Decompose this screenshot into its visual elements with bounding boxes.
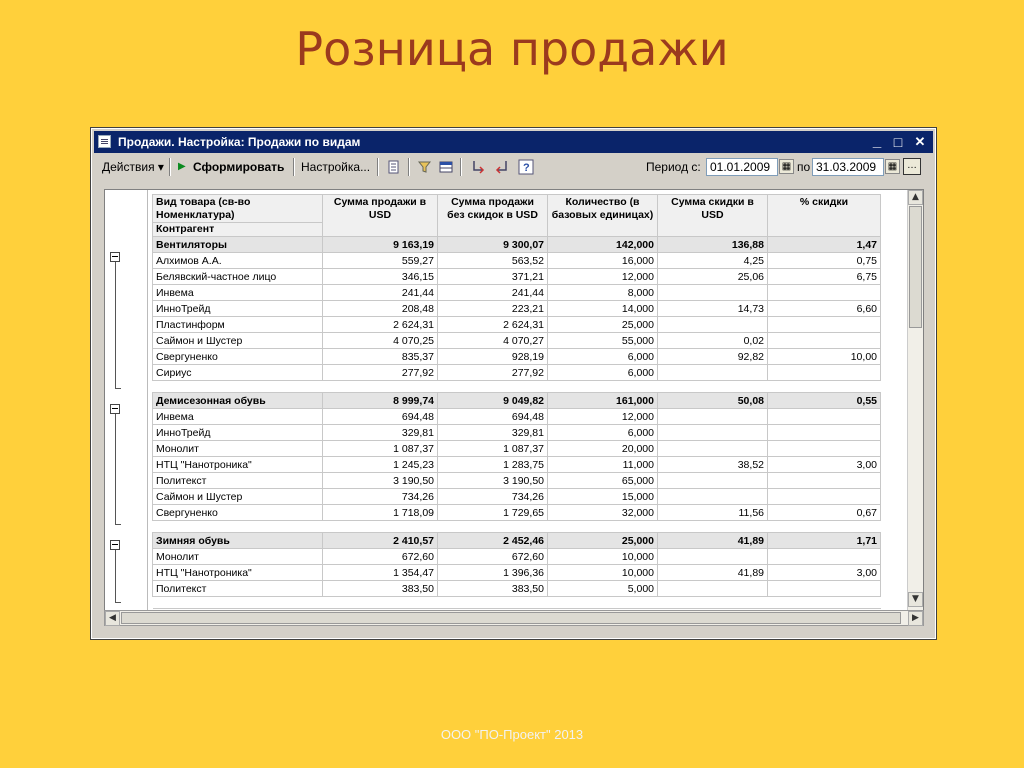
cell-sum: 2 410,57: [323, 533, 438, 549]
cell-name: Белявский-частное лицо: [153, 269, 323, 285]
scroll-thumb[interactable]: [909, 206, 922, 328]
cell-sum-nodisc: 734,26: [438, 489, 548, 505]
cell-name: Саймон и Шустер: [153, 489, 323, 505]
settings-button[interactable]: Настройка...: [301, 160, 371, 174]
header-qty[interactable]: Количество (в базовых единицах): [548, 195, 658, 237]
cell-name: НТЦ "Нанотроника": [153, 457, 323, 473]
cell-qty: 6,000: [548, 425, 658, 441]
cell-qty: 6,000: [548, 365, 658, 381]
cell-sum-nodisc: 3 190,50: [438, 473, 548, 489]
cell-sum: 4 070,25: [323, 333, 438, 349]
cell-disc-sum: 0,02: [658, 333, 768, 349]
cell-disc-sum: [658, 489, 768, 505]
report-window: [91, 128, 936, 639]
cell-disc-pct: [768, 581, 881, 597]
actions-menu[interactable]: Действия ▾: [102, 160, 164, 174]
cell-name: Свергуненко: [153, 349, 323, 365]
cell-sum-nodisc: 694,48: [438, 409, 548, 425]
cell-sum-nodisc: 1 087,37: [438, 441, 548, 457]
generate-button[interactable]: Сформировать: [193, 160, 285, 174]
cell-sum: 2 624,31: [323, 317, 438, 333]
table-row[interactable]: [153, 581, 881, 597]
cell-sum: 3 190,50: [323, 473, 438, 489]
cell-name: НТЦ "Нанотроника": [153, 565, 323, 581]
collapse-group-icon[interactable]: [110, 252, 120, 262]
cell-disc-sum: 25,06: [658, 269, 768, 285]
cell-disc-pct: 0,55: [768, 393, 881, 409]
cell-sum: 1 354,47: [323, 565, 438, 581]
cell-disc-pct: [768, 473, 881, 489]
scroll-left-button[interactable]: ◀: [105, 611, 120, 626]
cell-name: Политекст: [153, 473, 323, 489]
cell-sum-nodisc: 1 729,65: [438, 505, 548, 521]
cell-disc-pct: [768, 441, 881, 457]
cell-disc-sum: [658, 409, 768, 425]
cell-sum-nodisc: 672,60: [438, 549, 548, 565]
more-button[interactable]: …: [903, 158, 921, 175]
cell-sum-nodisc: 223,21: [438, 301, 548, 317]
cell-qty: 11,000: [548, 457, 658, 473]
cell-name: Монолит: [153, 549, 323, 565]
cell-sum: 241,44: [323, 285, 438, 301]
slide-title: Розница продажи: [295, 22, 729, 76]
cell-qty: 10,000: [548, 565, 658, 581]
cell-name: ИнноТрейд: [153, 425, 323, 441]
cell-name: Зимняя обувь: [153, 533, 323, 549]
group-spacer: [153, 597, 881, 609]
group-row[interactable]: [153, 533, 881, 549]
cell-disc-sum: 50,08: [658, 393, 768, 409]
cell-disc-pct: [768, 549, 881, 565]
cell-disc-sum: 38,52: [658, 457, 768, 473]
close-button[interactable]: ✕: [914, 134, 926, 149]
window-titlebar[interactable]: [94, 131, 933, 153]
cell-qty: 15,000: [548, 489, 658, 505]
cell-sum-nodisc: 9 049,82: [438, 393, 548, 409]
table-row[interactable]: [153, 441, 881, 457]
calendar-icon[interactable]: ▦: [779, 159, 794, 174]
cell-name: Демисезонная обувь: [153, 393, 323, 409]
cell-qty: 10,000: [548, 549, 658, 565]
collapse-group-icon[interactable]: [110, 540, 120, 550]
cell-qty: 6,000: [548, 349, 658, 365]
cell-name: Монолит: [153, 441, 323, 457]
slide-footer: ООО "ПО-Проект" 2013: [440, 727, 584, 742]
sales-table: [152, 194, 881, 609]
scroll-thumb[interactable]: [121, 612, 901, 624]
cell-sum: 8 999,74: [323, 393, 438, 409]
cell-disc-pct: 6,60: [768, 301, 881, 317]
cell-disc-pct: 1,47: [768, 237, 881, 253]
cell-name: Сириус: [153, 365, 323, 381]
expand-icon[interactable]: [470, 159, 486, 175]
table-row[interactable]: [153, 285, 881, 301]
cell-sum: 277,92: [323, 365, 438, 381]
cell-name: Саймон и Шустер: [153, 333, 323, 349]
header-sum[interactable]: Сумма продажи в USD: [323, 195, 438, 237]
report-settings-icon[interactable]: [386, 159, 402, 175]
cell-sum: 694,48: [323, 409, 438, 425]
cell-sum: 1 245,23: [323, 457, 438, 473]
svg-text:?: ?: [523, 162, 530, 174]
cell-name: Пластинформ: [153, 317, 323, 333]
table-row[interactable]: [153, 473, 881, 489]
cell-qty: 16,000: [548, 253, 658, 269]
cell-disc-sum: [658, 285, 768, 301]
cell-sum: 346,15: [323, 269, 438, 285]
cell-disc-sum: [658, 441, 768, 457]
period-from-label: Период с:: [646, 160, 701, 174]
cell-sum: 734,26: [323, 489, 438, 505]
cell-qty: 32,000: [548, 505, 658, 521]
table-row[interactable]: [153, 457, 881, 473]
window-title: Продажи. Настройка: Продажи по видам: [118, 135, 361, 149]
cell-qty: 12,000: [548, 409, 658, 425]
cell-name: ИнноТрейд: [153, 301, 323, 317]
toolbar: [94, 155, 933, 179]
cell-disc-sum: 136,88: [658, 237, 768, 253]
cell-disc-sum: [658, 581, 768, 597]
cell-name: Свергуненко: [153, 505, 323, 521]
cell-name: Вентиляторы: [153, 237, 323, 253]
cell-disc-sum: 11,56: [658, 505, 768, 521]
table-row[interactable]: [153, 565, 881, 581]
cell-qty: 55,000: [548, 333, 658, 349]
cell-disc-sum: [658, 473, 768, 489]
collapse-group-icon[interactable]: [110, 404, 120, 414]
cell-sum-nodisc: 1 396,36: [438, 565, 548, 581]
cell-disc-pct: [768, 285, 881, 301]
cell-sum-nodisc: 563,52: [438, 253, 548, 269]
period-to-label: по: [797, 160, 811, 174]
table-row[interactable]: [153, 349, 881, 365]
scroll-right-button[interactable]: ▶: [908, 611, 923, 626]
calendar-icon[interactable]: ▦: [885, 159, 900, 174]
cell-sum: 1 087,37: [323, 441, 438, 457]
cell-name: Политекст: [153, 581, 323, 597]
cell-disc-pct: [768, 409, 881, 425]
table-row[interactable]: [153, 301, 881, 317]
cell-qty: 20,000: [548, 441, 658, 457]
header-disc-sum[interactable]: Сумма скидки в USD: [658, 195, 768, 237]
cell-sum-nodisc: 329,81: [438, 425, 548, 441]
cell-name: Инвема: [153, 409, 323, 425]
cell-sum: 329,81: [323, 425, 438, 441]
cell-sum-nodisc: 241,44: [438, 285, 548, 301]
header-name: Вид товара (св-во Номенклатура) Контрагент: [153, 195, 323, 237]
cell-sum-nodisc: 383,50: [438, 581, 548, 597]
cell-qty: 8,000: [548, 285, 658, 301]
grouping-column: [105, 190, 148, 621]
cell-disc-pct: [768, 365, 881, 381]
cell-disc-sum: 41,89: [658, 533, 768, 549]
cell-qty: 12,000: [548, 269, 658, 285]
cell-qty: 25,000: [548, 317, 658, 333]
vertical-scrollbar[interactable]: [907, 190, 923, 621]
cell-disc-sum: [658, 425, 768, 441]
cell-sum: 1 718,09: [323, 505, 438, 521]
report-grid[interactable]: [104, 189, 924, 622]
table-row[interactable]: [153, 333, 881, 349]
cell-disc-sum: [658, 365, 768, 381]
help-icon[interactable]: [518, 159, 534, 175]
date-to-field[interactable]: 31.03.2009: [812, 158, 884, 176]
cell-sum-nodisc: 9 300,07: [438, 237, 548, 253]
cell-sum: 559,27: [323, 253, 438, 269]
cell-disc-pct: 1,71: [768, 533, 881, 549]
table-row[interactable]: [153, 505, 881, 521]
cell-disc-pct: 3,00: [768, 457, 881, 473]
cell-qty: 25,000: [548, 533, 658, 549]
scroll-up-button[interactable]: ▲: [908, 190, 923, 205]
maximize-button[interactable]: □: [893, 134, 903, 150]
cell-disc-sum: 14,73: [658, 301, 768, 317]
table-row[interactable]: [153, 549, 881, 565]
cell-sum-nodisc: 2 452,46: [438, 533, 548, 549]
table-row[interactable]: [153, 489, 881, 505]
cell-disc-pct: [768, 317, 881, 333]
cell-disc-pct: 6,75: [768, 269, 881, 285]
cell-qty: 65,000: [548, 473, 658, 489]
table-view-icon[interactable]: [438, 159, 454, 175]
cell-qty: 142,000: [548, 237, 658, 253]
cell-disc-pct: 3,00: [768, 565, 881, 581]
table-row[interactable]: [153, 365, 881, 381]
cell-qty: 161,000: [548, 393, 658, 409]
cell-disc-sum: 92,82: [658, 349, 768, 365]
cell-disc-pct: 0,75: [768, 253, 881, 269]
group-row[interactable]: [153, 393, 881, 409]
cell-sum: 9 163,19: [323, 237, 438, 253]
collapse-icon[interactable]: [494, 159, 510, 175]
group-spacer: [153, 381, 881, 393]
cell-disc-pct: 0,67: [768, 505, 881, 521]
table-row[interactable]: [153, 317, 881, 333]
report-icon: [98, 135, 111, 148]
date-from-field[interactable]: 01.01.2009: [706, 158, 778, 176]
cell-qty: 14,000: [548, 301, 658, 317]
table-row[interactable]: [153, 425, 881, 441]
horizontal-scrollbar[interactable]: [104, 610, 924, 626]
minimize-button[interactable]: _: [872, 133, 882, 150]
play-icon: ▶: [178, 161, 186, 172]
cell-sum: 383,50: [323, 581, 438, 597]
cell-sum-nodisc: 928,19: [438, 349, 548, 365]
cell-disc-pct: [768, 333, 881, 349]
table-row[interactable]: [153, 269, 881, 285]
group-spacer: [153, 521, 881, 533]
cell-sum: 208,48: [323, 301, 438, 317]
cell-disc-sum: 4,25: [658, 253, 768, 269]
filter-icon[interactable]: [417, 159, 433, 175]
cell-disc-pct: 10,00: [768, 349, 881, 365]
table-row[interactable]: [153, 409, 881, 425]
cell-sum: 672,60: [323, 549, 438, 565]
cell-qty: 5,000: [548, 581, 658, 597]
cell-sum: 835,37: [323, 349, 438, 365]
cell-sum-nodisc: 371,21: [438, 269, 548, 285]
cell-sum-nodisc: 4 070,27: [438, 333, 548, 349]
cell-disc-sum: [658, 549, 768, 565]
table-row[interactable]: [153, 253, 881, 269]
cell-name: Алхимов А.А.: [153, 253, 323, 269]
cell-disc-pct: [768, 489, 881, 505]
cell-name: Инвема: [153, 285, 323, 301]
cell-disc-pct: [768, 425, 881, 441]
scroll-down-button[interactable]: ▼: [908, 592, 923, 607]
cell-sum-nodisc: 277,92: [438, 365, 548, 381]
group-row[interactable]: [153, 237, 881, 253]
cell-sum-nodisc: 1 283,75: [438, 457, 548, 473]
header-sum-nodisc[interactable]: Сумма продажи без скидок в USD: [438, 195, 548, 237]
cell-disc-sum: 41,89: [658, 565, 768, 581]
header-disc-pct[interactable]: % скидки: [768, 195, 881, 237]
cell-sum-nodisc: 2 624,31: [438, 317, 548, 333]
cell-disc-sum: [658, 317, 768, 333]
